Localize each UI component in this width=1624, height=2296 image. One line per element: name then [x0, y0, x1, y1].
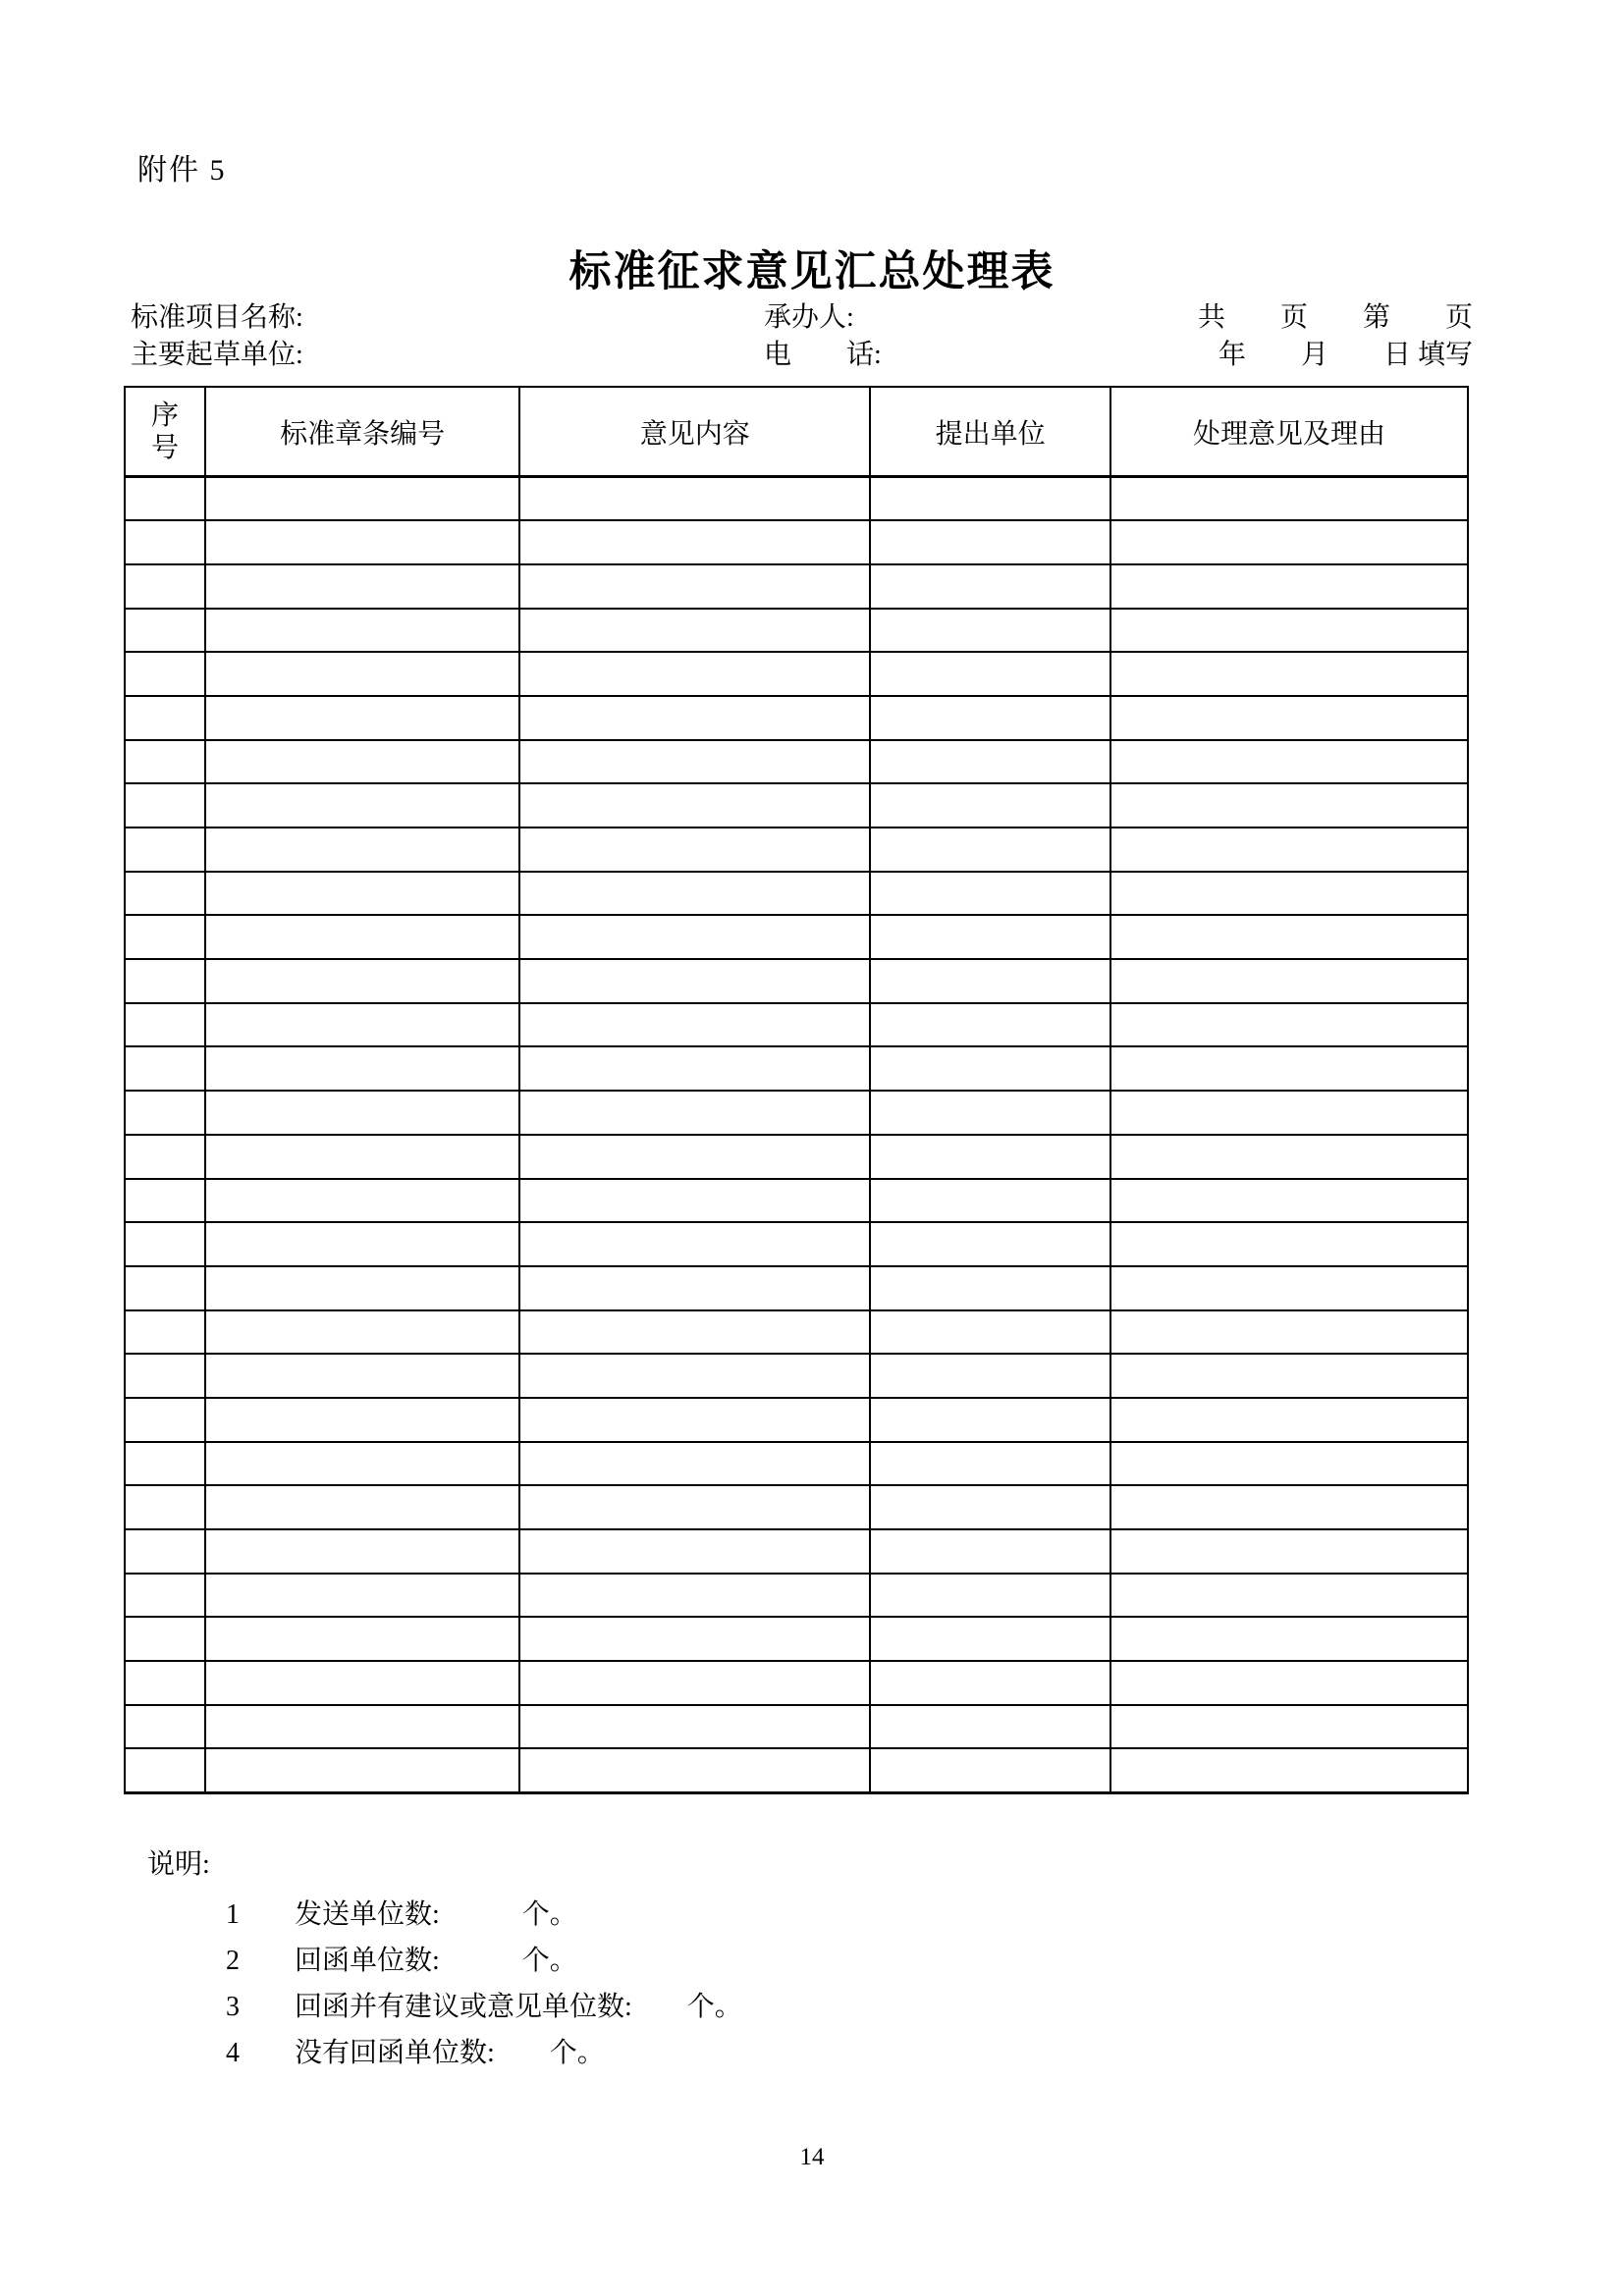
- page-title: 标准征求意见汇总处理表: [568, 249, 1056, 295]
- table-cell: [125, 652, 205, 696]
- table-cell: [1110, 564, 1468, 609]
- table-cell: [1110, 1617, 1468, 1661]
- table-cell: [205, 783, 519, 828]
- table-row: [125, 828, 1468, 872]
- note-text: 回函单位数: 个。: [295, 1946, 577, 1976]
- table-row: [125, 1310, 1468, 1355]
- table-body: [125, 477, 1468, 1793]
- table-cell: [205, 828, 519, 872]
- table-cell: [870, 1046, 1110, 1091]
- table-cell: [125, 1091, 205, 1135]
- note-text: 没有回函单位数: 个。: [295, 2038, 605, 2068]
- table-cell: [519, 1748, 870, 1792]
- table-cell: [205, 1222, 519, 1266]
- table-cell: [125, 1748, 205, 1792]
- table-cell: [125, 1617, 205, 1661]
- table-row: [125, 1003, 1468, 1047]
- table-cell: [870, 1310, 1110, 1355]
- attachment-label: 附件 5: [137, 154, 227, 187]
- fill-date-label: 年 月 日 填写: [1218, 340, 1473, 370]
- table-cell: [205, 520, 519, 564]
- table-cell: [870, 783, 1110, 828]
- table-cell: [1110, 1398, 1468, 1442]
- table-cell: [519, 1354, 870, 1398]
- table-cell: [1110, 1354, 1468, 1398]
- info-line-1: [0, 299, 1624, 337]
- table-row: [125, 609, 1468, 653]
- table-cell: [205, 1135, 519, 1179]
- table-row: [125, 915, 1468, 959]
- table-cell: [870, 872, 1110, 916]
- table-cell: [125, 915, 205, 959]
- table-cell: [125, 1266, 205, 1310]
- table-cell: [1110, 520, 1468, 564]
- table-cell: [519, 1179, 870, 1223]
- table-row: [125, 1574, 1468, 1618]
- table-row: [125, 1091, 1468, 1135]
- table-cell: [1110, 1529, 1468, 1574]
- table-cell: [125, 1354, 205, 1398]
- table-cell: [519, 1046, 870, 1091]
- note-text: 回函并有建议或意见单位数: 个。: [295, 1992, 742, 2022]
- table-row: [125, 1354, 1468, 1398]
- table-cell: [870, 1748, 1110, 1792]
- table-cell: [519, 1266, 870, 1310]
- note-number: 2: [226, 1946, 240, 1976]
- note-number: 4: [226, 2038, 240, 2068]
- table-cell: [1110, 609, 1468, 653]
- table-cell: [1110, 1310, 1468, 1355]
- table-cell: [870, 1529, 1110, 1574]
- table-cell: [519, 1091, 870, 1135]
- note-item: [226, 1892, 742, 1938]
- table-cell: [1110, 828, 1468, 872]
- table-cell: [519, 1485, 870, 1529]
- table-cell: [205, 1046, 519, 1091]
- table-cell: [125, 609, 205, 653]
- table-cell: [205, 1748, 519, 1792]
- table-cell: [125, 959, 205, 1003]
- project-name-label: 标准项目名称:: [131, 302, 303, 333]
- table-cell: [205, 1485, 519, 1529]
- table-cell: [125, 783, 205, 828]
- table-cell: [205, 564, 519, 609]
- table-row: [125, 740, 1468, 784]
- table-cell: [1110, 783, 1468, 828]
- table-cell: [519, 1442, 870, 1486]
- table-cell: [1110, 652, 1468, 696]
- table-row: [125, 959, 1468, 1003]
- table-cell: [519, 609, 870, 653]
- table-row: [125, 564, 1468, 609]
- table-row: [125, 1046, 1468, 1091]
- table-cell: [870, 652, 1110, 696]
- table-cell: [870, 1003, 1110, 1047]
- table-cell: [519, 564, 870, 609]
- column-header-4: 处理意见及理由: [1110, 387, 1468, 477]
- table-cell: [125, 1003, 205, 1047]
- table-cell: [519, 959, 870, 1003]
- table-cell: [1110, 915, 1468, 959]
- table-cell: [870, 564, 1110, 609]
- table-cell: [519, 872, 870, 916]
- table-cell: [870, 1266, 1110, 1310]
- table-cell: [205, 1705, 519, 1749]
- note-text: 发送单位数: 个。: [295, 1899, 577, 1930]
- table-cell: [519, 520, 870, 564]
- phone-label: 电 话:: [764, 340, 882, 370]
- table-cell: [519, 1135, 870, 1179]
- column-header-0: 序号: [125, 387, 205, 477]
- table-cell: [870, 1135, 1110, 1179]
- table-row: [125, 477, 1468, 521]
- table-cell: [870, 1222, 1110, 1266]
- table-cell: [205, 1661, 519, 1705]
- table-cell: [870, 609, 1110, 653]
- table-cell: [870, 1354, 1110, 1398]
- table-cell: [125, 1705, 205, 1749]
- table-cell: [519, 1222, 870, 1266]
- table-cell: [1110, 740, 1468, 784]
- table-cell: [205, 1003, 519, 1047]
- page-count-label: 共 页 第 页: [1197, 302, 1473, 333]
- table-cell: [519, 1661, 870, 1705]
- table-cell: [870, 1091, 1110, 1135]
- table-header-row: [125, 387, 1468, 477]
- drafting-unit-label: 主要起草单位:: [131, 340, 303, 370]
- table-cell: [1110, 1574, 1468, 1618]
- table-cell: [205, 959, 519, 1003]
- table-cell: [205, 1179, 519, 1223]
- column-header-2: 意见内容: [519, 387, 870, 477]
- table-cell: [870, 740, 1110, 784]
- table-cell: [519, 828, 870, 872]
- table-row: [125, 1398, 1468, 1442]
- notes-heading: 说明:: [147, 1849, 210, 1880]
- handler-label: 承办人:: [764, 302, 854, 333]
- table-cell: [205, 1266, 519, 1310]
- table-row: [125, 783, 1468, 828]
- table-cell: [870, 1617, 1110, 1661]
- table-cell: [205, 477, 519, 521]
- table-cell: [125, 1661, 205, 1705]
- table-cell: [125, 740, 205, 784]
- table-row: [125, 652, 1468, 696]
- table-cell: [870, 1705, 1110, 1749]
- table-cell: [205, 652, 519, 696]
- table-row: [125, 1222, 1468, 1266]
- table-cell: [205, 609, 519, 653]
- table-cell: [125, 872, 205, 916]
- table-cell: [870, 959, 1110, 1003]
- column-header-3: 提出单位: [870, 387, 1110, 477]
- table-cell: [125, 1442, 205, 1486]
- table-row: [125, 1529, 1468, 1574]
- table-cell: [519, 1617, 870, 1661]
- table-cell: [1110, 477, 1468, 521]
- table-row: [125, 1617, 1468, 1661]
- table-cell: [1110, 959, 1468, 1003]
- table-row: [125, 1179, 1468, 1223]
- table-cell: [870, 828, 1110, 872]
- table-cell: [519, 1529, 870, 1574]
- table-cell: [125, 1135, 205, 1179]
- table-cell: [519, 696, 870, 740]
- table-cell: [870, 915, 1110, 959]
- table-cell: [1110, 1266, 1468, 1310]
- table-cell: [1110, 1442, 1468, 1486]
- table-cell: [125, 564, 205, 609]
- table-cell: [125, 1046, 205, 1091]
- table-cell: [519, 783, 870, 828]
- table-cell: [125, 696, 205, 740]
- table-cell: [1110, 1222, 1468, 1266]
- table-row: [125, 1705, 1468, 1749]
- table-cell: [519, 915, 870, 959]
- column-header-1: 标准章条编号: [205, 387, 519, 477]
- table-cell: [125, 477, 205, 521]
- table-cell: [125, 1574, 205, 1618]
- table-cell: [205, 1310, 519, 1355]
- note-item: [226, 1938, 742, 1984]
- notes-list: [0, 1892, 742, 2076]
- table-row: [125, 1485, 1468, 1529]
- table-cell: [205, 1617, 519, 1661]
- table-row: [125, 520, 1468, 564]
- page-number: 14: [799, 2144, 825, 2170]
- table-cell: [125, 1310, 205, 1355]
- comments-form-table: [124, 386, 1469, 1794]
- table-cell: [205, 915, 519, 959]
- table-cell: [125, 1485, 205, 1529]
- table-cell: [1110, 1485, 1468, 1529]
- table-cell: [125, 1529, 205, 1574]
- info-line-2: [0, 337, 1624, 374]
- table-cell: [519, 1310, 870, 1355]
- table-cell: [519, 1003, 870, 1047]
- table-cell: [205, 1574, 519, 1618]
- table-cell: [1110, 696, 1468, 740]
- table-cell: [205, 696, 519, 740]
- table-row: [125, 1266, 1468, 1310]
- table-cell: [1110, 1003, 1468, 1047]
- table-cell: [519, 477, 870, 521]
- table-cell: [205, 740, 519, 784]
- table-row: [125, 1135, 1468, 1179]
- table-cell: [870, 520, 1110, 564]
- table-row: [125, 1661, 1468, 1705]
- table-cell: [1110, 872, 1468, 916]
- table-cell: [519, 1705, 870, 1749]
- note-number: 1: [226, 1899, 240, 1930]
- table-cell: [519, 1398, 870, 1442]
- table-cell: [125, 828, 205, 872]
- note-item: [226, 2030, 742, 2076]
- table-cell: [205, 1091, 519, 1135]
- table-cell: [870, 1442, 1110, 1486]
- table-cell: [125, 1398, 205, 1442]
- table-row: [125, 1748, 1468, 1792]
- table-cell: [205, 1354, 519, 1398]
- table-cell: [1110, 1179, 1468, 1223]
- table-cell: [1110, 1135, 1468, 1179]
- table-cell: [205, 1442, 519, 1486]
- table-cell: [1110, 1705, 1468, 1749]
- table-cell: [125, 1222, 205, 1266]
- note-item: [226, 1984, 742, 2030]
- table-cell: [519, 652, 870, 696]
- table-cell: [125, 1179, 205, 1223]
- table-cell: [870, 477, 1110, 521]
- table-cell: [870, 1179, 1110, 1223]
- notes-section: [0, 1845, 742, 2076]
- table-cell: [870, 1574, 1110, 1618]
- note-number: 3: [226, 1992, 240, 2022]
- table-cell: [870, 696, 1110, 740]
- table-row: [125, 696, 1468, 740]
- table-cell: [870, 1485, 1110, 1529]
- table-cell: [1110, 1046, 1468, 1091]
- table-row: [125, 1442, 1468, 1486]
- table-cell: [1110, 1748, 1468, 1792]
- table-cell: [1110, 1091, 1468, 1135]
- table-cell: [205, 1398, 519, 1442]
- table-cell: [125, 520, 205, 564]
- table-cell: [205, 872, 519, 916]
- table-cell: [870, 1661, 1110, 1705]
- table-cell: [519, 1574, 870, 1618]
- table-cell: [1110, 1661, 1468, 1705]
- table-row: [125, 872, 1468, 916]
- table-cell: [205, 1529, 519, 1574]
- table-cell: [519, 740, 870, 784]
- table-cell: [870, 1398, 1110, 1442]
